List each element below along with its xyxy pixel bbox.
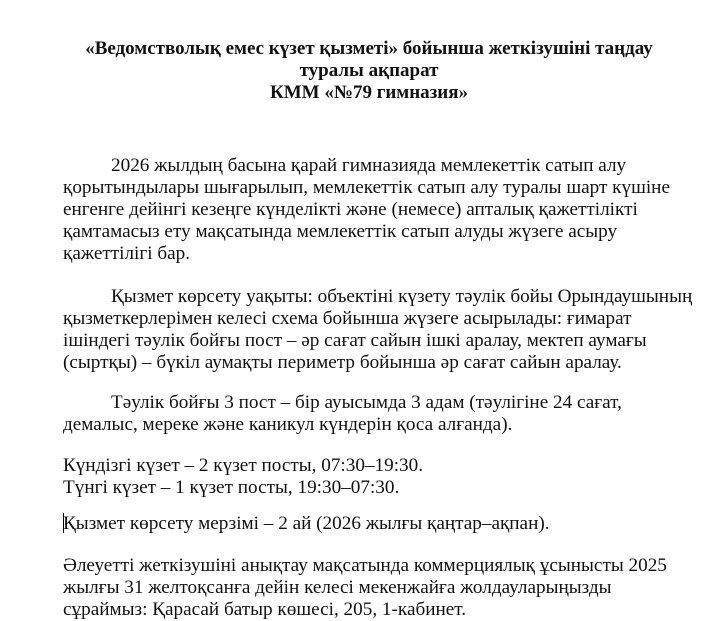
text-line: 2026 жылдың басына қарай гимназияда мемлекеттік сатып алу [111, 155, 627, 176]
text-line: Күндізгі күзет – 2 күзет посты, 07:30–19:30. [63, 455, 424, 476]
text-line: қамтамасыз ету мақсатында мемлекеттік сатып алуды жүзеге асыру [63, 221, 618, 242]
document-title [63, 38, 675, 104]
text-line: (сыртқы) – бүкіл аумақты периметр бойынша әр сағат сайын аралау. [63, 352, 622, 373]
paragraph-shifts [63, 455, 663, 499]
text-line: Тәулік бойғы 3 пост – бір ауысымда 3 адам (тәулігіне 24 сағат, [111, 392, 622, 413]
paragraph-service-period [63, 513, 663, 535]
title-line: «Ведомстволық емес күзет қызметі» бойынша жеткізушіні таңдау [85, 38, 653, 59]
paragraph-service-time [63, 286, 693, 374]
text-line: енгенге дейінгі кезеңге күнделікті және (немесе) апталық қажеттілікті [63, 199, 638, 220]
paragraph-posts [63, 392, 663, 436]
text-line-content: Қызмет көрсету мерзімі – 2 ай (2026 жылғы қаңтар–ақпан). [63, 513, 550, 534]
text-line [63, 513, 663, 535]
text-line: Қызмет көрсету уақыты: объектіні күзету тәулік бойы Орындаушының [111, 286, 693, 307]
text-line: қызметкерлерімен келесі схема бойынша жүзеге асырылады: ғимарат [63, 308, 632, 329]
text-line: сұраймыз: Қарасай батыр көшесі, 205, 1-кабинет. [63, 599, 467, 620]
text-line: демалыс, мереке және каникул күндерін қоса алғанда). [63, 414, 513, 435]
text-line: қажеттілігі бар. [63, 243, 191, 264]
text-line: Әлеуетті жеткізушіні анықтау мақсатында коммерциялық ұсынысты 2025 [63, 555, 667, 576]
text-line: жылғы 31 желтоқсанға дейін келесі мекенжайға жолдауларыңызды [63, 577, 612, 598]
text-line: Түнгі күзет – 1 күзет посты, 19:30–07:30. [63, 477, 400, 498]
paragraph-procurement-need [63, 155, 670, 265]
text-line: ішіндегі тәулік бойғы пост – әр сағат сайын ішкі аралау, мектеп аумағы [63, 330, 647, 351]
title-line: КММ «№79 гимназия» [269, 82, 469, 103]
paragraph-submission [63, 555, 667, 621]
text-line: қорытындылары шығарылып, мемлекеттік сатып алу туралы шарт күшіне [63, 177, 670, 198]
title-line: туралы ақпарат [299, 60, 439, 81]
